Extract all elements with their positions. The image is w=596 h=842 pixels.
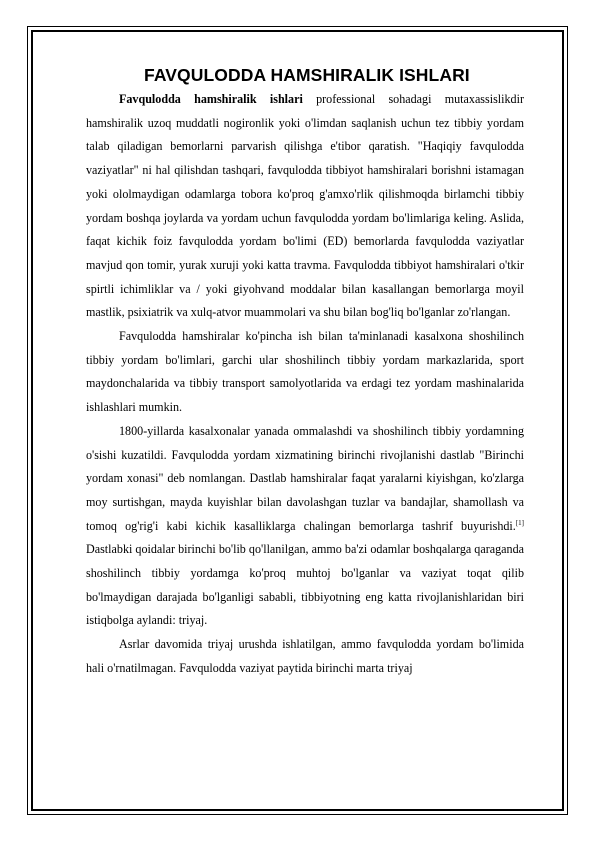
paragraph-3 <box>86 420 524 633</box>
footnote-reference[interactable]: [1] <box>515 518 524 527</box>
paragraph-1-lead: Favqulodda hamshiralik ishlari <box>119 92 303 106</box>
paragraph-3-text-a: 1800-yillarda kasalxonalar yanada ommalashdi va shoshilinch tibbiy yordamning o'sishi kuzatildi. Favqulodda yordam xizmatining birinchi rivojlanishi dastlab "Birinchi yordam xonasi" deb nomlangan. Dastlab hamshiralar faqat yaralarni kiyishgan, ko'zlarga moy surtishgan, mayda kuyishlar bilan davolashgan tuzlar va bandajlar, shamollash va tomoq og'rig'i kabi kichik kasalliklarga chalingan bemorlarga tashrif buyurishdi. <box>86 423 524 533</box>
paragraph-4: Asrlar davomida triyaj urushda ishlatilgan, ammo favqulodda yordam bo'limida hali o'rnatilmagan. Favqulodda vaziyat paytida birinchi marta triyaj <box>86 637 524 675</box>
paragraph-3-text-b: Dastlabki qoidalar birinchi bo'lib qo'llanilgan, ammo ba'zi odamlar boshqalarga qaraganda shoshilinch tibbiy yordamga ko'proq muhtoj bo'lganlar va vaziyat toqat qilib bo'lmaydigan darajada bo'lganligi sababli, tibbiyotning eng katta rivojlanishlaridan biri istiqbolga aylandi: triyaj. <box>86 542 524 628</box>
paragraph-2: Favqulodda hamshiralar ko'pincha ish bilan ta'minlanadi kasalxona shoshilinch tibbiy yordam bo'limlari, garchi ular shoshilinch tibbiy yordam markazlarida, sport maydonchalarida va tibbiy transport samolyotlarida va erdagi tez yordam mashinalarida ishlashlari mumkin. <box>86 329 524 415</box>
document-title: FAVQULODDA HAMSHIRALIK ISHLARI <box>144 65 470 85</box>
document-body <box>86 64 524 681</box>
paragraph-1-text: professional sohadagi mutaxassislikdir hamshiralik uzoq muddatli nogironlik yoki o'limdan saqlanish uchun tez tibbiy yordam talab qiladigan bemorlarni parvarish qilishga e'tibor qaratish. "Haqiqiy favqulodda vaziyatlar" ni hal qilishdan tashqari, favqulodda tibbiyot hamshiralari borishni istamagan yoki ololmaydigan odamlarga tobora ko'proq g'amxo'rlik qilishmoqda birlamchi tibbiy yordam boshqa joylarda va yordam uchun favqulodda yordam bo'limlariga keling. Aslida, faqat kichik foiz favqulodda yordam bo'limi (ED) bemorlarda favqulodda vaziyatlar mavjud qon tomir, yurak xuruji yoki katta travma. Favqulodda tibbiyot hamshiralari o'tkir spirtli ichimliklar va / yoki giyohvand moddalar bilan kasallangan bemorlarga moyil mastlik, psixiatrik va xulq-atvor muammolari va shu bilan bog'liq bo'lganlar zo'rlangan. <box>86 92 524 320</box>
paragraph-1 <box>86 88 524 325</box>
